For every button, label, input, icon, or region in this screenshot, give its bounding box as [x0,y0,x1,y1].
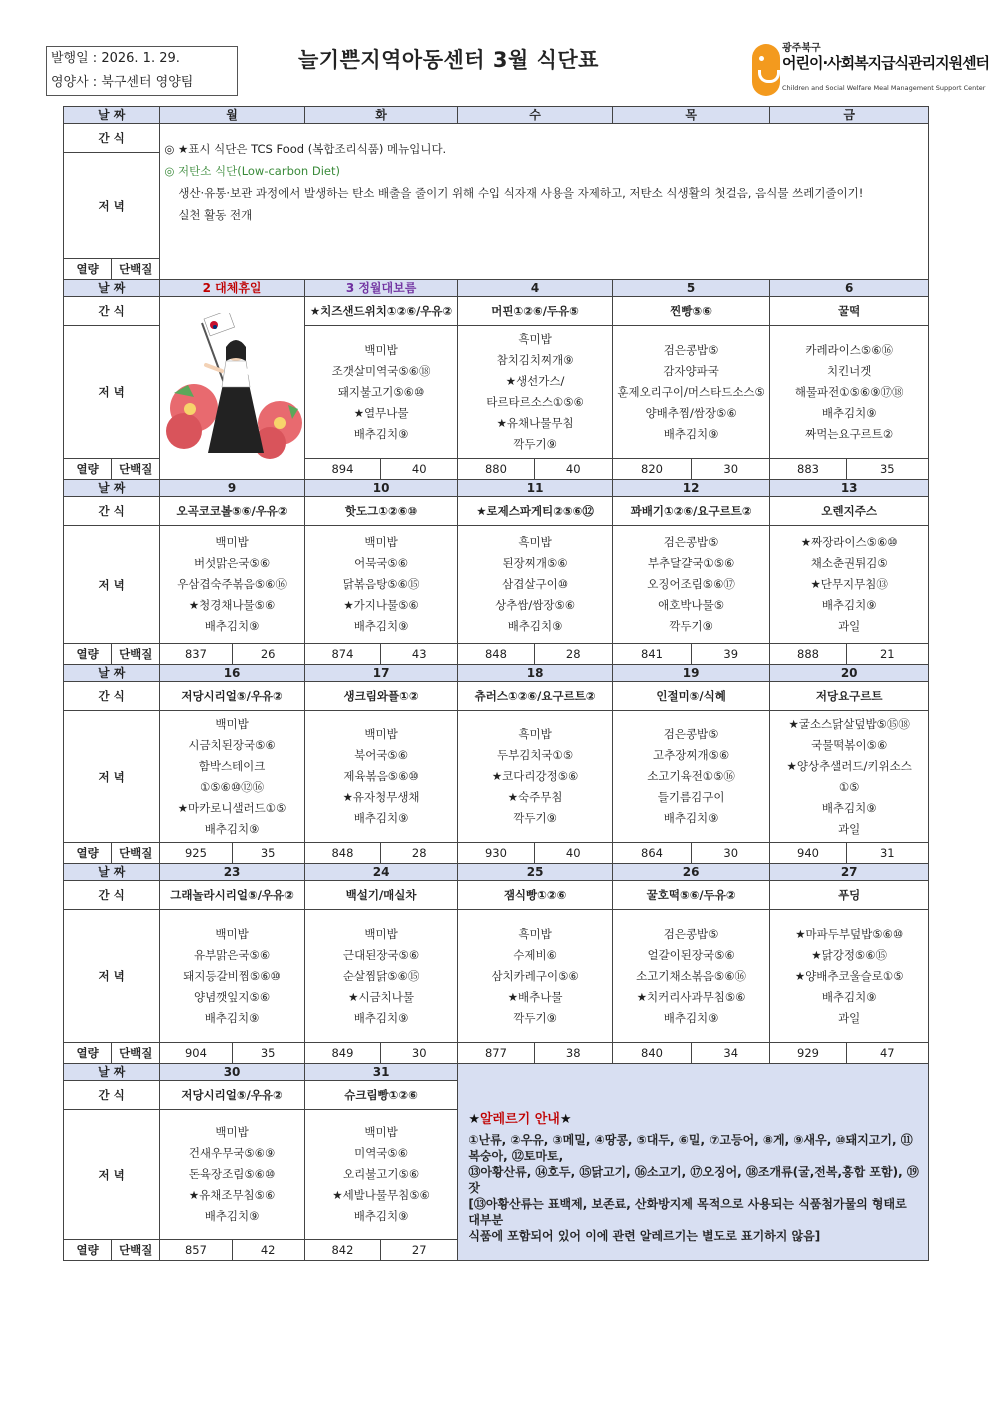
allergy-list-2: ⑬아황산류, ⑭호두, ⑮닭고기, ⑯소고기, ⑰오징어, ⑱조개류(굴,전복,홍합 포함), ⑲잣 [468,1165,919,1195]
date-label: 날 짜 [64,1064,160,1081]
day-protein: 26 [232,644,304,665]
day-dinner [458,910,613,1043]
day-dinner [458,526,613,644]
dinner-item: 양배추찜/쌈장⑤⑥ [645,405,737,420]
dinner-item: 백미밥 [215,535,249,549]
dinner-item: ★단무지무침⑬ [810,577,888,591]
dinner-item: 감자양파국 [663,363,719,378]
dinner-item: 돈육장조림⑤⑥⑩ [188,1167,276,1181]
dinner-item: ★숙주무침 [507,790,563,804]
dinner-item: 오리불고기⑤⑥ [342,1167,420,1181]
dinner-item: 북어국⑤⑥ [354,748,409,762]
dinner-item: ★생선가스/ [505,374,565,388]
day-calories: 877 [458,1043,534,1064]
dinner-item: 조갯살미역국⑤⑥⑱ [331,363,431,378]
dinner-item: 카레라이스⑤⑥⑯ [805,342,894,357]
day-calories: 888 [770,644,846,665]
date-label: 날 짜 [64,107,160,124]
dinner-item: 부추달걀국①⑤⑥ [647,556,735,570]
day-protein: 31 [846,843,928,864]
dinner-item: 돼지불고기⑤⑥⑩ [337,384,425,399]
protein-label: 단백질 [112,1043,160,1064]
dinner-item: 백미밥 [215,716,249,731]
day-protein: 30 [692,459,770,480]
day-calories: 848 [458,644,534,665]
dinner-item: 과일 [838,1010,861,1025]
dinner-item: 백미밥 [215,926,249,941]
center-logo [752,38,990,104]
dinner-item: 치킨너겟 [826,363,872,378]
holiday-cell [160,297,305,480]
day-dinner [458,711,613,843]
dinner-item: 근대된장국⑤⑥ [342,947,420,962]
weekday-wed: 수 [458,107,613,124]
day-calories: 841 [612,644,691,665]
day-date: 25 [458,864,613,881]
day-snack: 츄러스①②⑥/요구르트② [458,682,613,711]
day-calories: 864 [612,843,691,864]
day-dinner [770,711,929,843]
dinner-item: ★유자청무생채 [342,790,420,804]
dinner-item: 타르타르소스①⑤⑥ [486,395,584,409]
day-protein: 42 [232,1240,304,1261]
dinner-item: 해물파전①⑤⑥⑨⑰⑱ [794,384,904,399]
dinner-item: 어묵국⑤⑥ [354,556,409,570]
dinner-item: 깍두기⑨ [513,1010,557,1025]
dinner-item: ★닭강정⑤⑥⑮ [811,947,888,962]
notice-description: 생산·유통·보관 과정에서 발생하는 탄소 배출을 줄이기 위해 수입 식자재 사용을 자제하고, 저탄소 식생활의 첫걸음, 음식물 쓰레기줄이기! [178,186,864,200]
dinner-item: 배추김치⑨ [821,598,877,612]
day-calories: 842 [304,1240,380,1261]
dinner-item: ★세발나물무침⑤⑥ [332,1188,430,1202]
dinner-item: ①⑤⑥⑩⑫⑯ [199,779,265,794]
day-dinner [612,910,770,1043]
day-snack: 찐빵⑤⑥ [612,297,770,326]
dinner-item: 훈제오리구이/머스타드소스⑤ [617,384,765,399]
dinner-item: ①⑤ [838,779,860,794]
notice-tcs: ◎ ★표시 식단은 TCS Food (복합조리식품) 메뉴입니다. [164,142,447,156]
dinner-item: ★유채나물무침 [496,416,574,430]
day-date: 3 정월대보름 [304,280,458,297]
dinner-label: 저 녁 [64,711,160,843]
dinner-item: 국물떡볶이⑤⑥ [811,737,888,752]
day-calories: 848 [304,843,380,864]
dinner-item: 검은콩밥⑤ [663,342,719,357]
meal-table [63,106,929,1261]
notice-low-carbon: ◎ 저탄소 식단(Low-carbon Diet) [164,164,340,178]
day-calories: 929 [770,1043,846,1064]
calories-label: 열량 [64,1043,112,1064]
dinner-item: 배추김치⑨ [204,1010,260,1025]
week-3-date-row [64,665,929,682]
dinner-label: 저 녁 [64,1110,160,1240]
day-snack: 저당시리얼⑤/우유② [160,682,305,711]
dinner-item: 제육볶음⑤⑥⑩ [343,769,419,783]
day-calories: 925 [160,843,232,864]
day-snack: 꿀떡 [770,297,929,326]
snack-label: 간 식 [64,881,160,910]
day-date: 30 [160,1064,305,1081]
dinner-item: ★양배추코울슬로①⑤ [794,968,904,983]
protein-label: 단백질 [112,644,160,665]
dinner-item: ★치커리사과무침⑤⑥ [636,989,746,1004]
dinner-item: 백미밥 [364,535,398,549]
day-date: 16 [160,665,305,682]
day-snack: 저당시리얼⑤/우유② [160,1081,305,1110]
day-date: 13 [770,480,929,497]
dinner-item: 애호박나물⑤ [658,598,725,612]
dinner-label: 저 녁 [64,326,160,459]
dinner-item: 배추김치⑨ [507,619,563,633]
dinner-item: 배추김치⑨ [353,426,409,441]
protein-label: 단백질 [112,843,160,864]
day-protein: 35 [232,843,304,864]
day-snack: 오렌지주스 [770,497,929,526]
dinner-item: 얼갈이된장국⑤⑥ [647,947,735,962]
day-calories: 874 [304,644,380,665]
day-snack: 머핀①②⑥/두유⑤ [458,297,613,326]
dinner-item: 검은콩밥⑤ [663,926,719,941]
weekday-thu: 목 [612,107,770,124]
day-dinner [304,910,458,1043]
dinner-item: 배추김치⑨ [353,619,409,633]
dinner-item: 검은콩밥⑤ [663,727,719,741]
snack-label: 간 식 [64,682,160,711]
day-date: 2 대체휴일 [160,280,305,297]
dinner-item: 백미밥 [364,342,398,357]
day-snack: 잼식빵①②⑥ [458,881,613,910]
day-snack: 꿀호떡⑤⑥/두유② [612,881,770,910]
dinner-item: ★굴소스닭살덮밥⑤⑮⑱ [788,716,910,731]
day-date: 18 [458,665,613,682]
dinner-item: 건새우무국⑤⑥⑨ [188,1146,276,1160]
dinner-item: 검은콩밥⑤ [663,535,719,549]
dinner-item: 배추김치⑨ [353,811,409,825]
dinner-item: 버섯맑은국⑤⑥ [193,556,271,570]
logo-subtitle: 광주북구 [782,43,821,54]
notice-action: 실천 활동 전개 [178,208,253,222]
dinner-item: ★유채조무침⑤⑥ [188,1188,276,1202]
snack-label: 간 식 [64,1081,160,1110]
day-date: 17 [304,665,458,682]
day-calories: 857 [160,1240,232,1261]
dinner-item: 배추김치⑨ [353,1209,409,1223]
dinner-item: 배추김치⑨ [663,811,719,825]
dinner-label: 저 녁 [64,526,160,644]
dinner-item: 닭볶음탕⑤⑥⑮ [342,577,420,591]
calories-label: 열량 [64,644,112,665]
dinner-item: 짜먹는요구르트② [805,426,894,441]
day-protein: 35 [846,459,928,480]
dinner-item: 상추쌈/쌈장⑤⑥ [495,598,576,612]
dinner-item: 배추김치⑨ [204,821,260,836]
dinner-item: 소고기육전①⑤⑯ [647,769,735,783]
day-protein: 39 [692,644,770,665]
date-label: 날 짜 [64,480,160,497]
dinner-item: 삼겹살구이⑩ [502,577,569,591]
protein-label: 단백질 [112,1240,160,1261]
day-date: 23 [160,864,305,881]
day-dinner [304,526,458,644]
day-protein: 30 [381,1043,458,1064]
snack-label: 간 식 [64,124,160,153]
allergy-note-2: 식품에 포함되어 있어 이에 관련 알레르기는 별도로 표기하지 않음] [468,1229,821,1243]
dinner-label: 저 녁 [64,910,160,1043]
protein-label: 단백질 [112,459,160,480]
day-protein: 28 [534,644,612,665]
dinner-item: 고추장찌개⑤⑥ [653,748,730,762]
dinner-item: 백미밥 [364,1125,398,1139]
weekday-header-row [64,107,929,124]
day-dinner [612,711,770,843]
dinner-item: ★배추나물 [507,989,563,1004]
dinner-item: ★코다리강정⑤⑥ [491,769,579,783]
dinner-item: 배추김치⑨ [821,800,877,815]
dietitian-name: 영양사 : 북구센터 영양팀 [51,75,194,90]
dinner-item: ★시금치나물 [348,989,414,1004]
day-dinner [770,526,929,644]
day-calories: 820 [612,459,691,480]
allergy-notice [458,1064,929,1261]
dinner-item: 배추김치⑨ [663,426,719,441]
issue-date: 발행일 : 2026. 1. 29. [51,51,180,66]
dinner-item: 흑미밥 [518,727,552,741]
dinner-item: 배추김치⑨ [821,405,877,420]
dinner-item: 소고기채소볶음⑤⑥⑯ [636,968,747,983]
day-date: 10 [304,480,458,497]
dinner-item: 백미밥 [215,1125,249,1139]
day-calories: 840 [612,1043,691,1064]
dinner-item: 들기름김구이 [657,790,725,804]
day-date: 26 [612,864,770,881]
day-snack: 오곡코코볼⑤⑥/우유② [160,497,305,526]
dinner-item: 과일 [838,619,861,633]
day-dinner [770,910,929,1043]
page-title: 늘기쁜지역아동센터 3월 식단표 [298,48,599,72]
day-calories: 849 [304,1043,380,1064]
day-date: 19 [612,665,770,682]
dinner-item: 참치김치찌개⑨ [496,353,574,367]
allergy-note-1: [⑬아황산류는 표백제, 보존료, 산화방지제 목적으로 사용되는 식품첨가물의 형태로 대부분 [468,1197,907,1227]
dinner-item: 돼지등갈비찜⑤⑥⑩ [183,968,281,983]
dinner-item: 양념깻잎지⑤⑥ [193,989,271,1004]
dinner-item: 미역국⑤⑥ [354,1146,409,1160]
allergy-title-row: ★알레르기 안내★ [468,1112,572,1127]
date-label: 날 짜 [64,864,160,881]
dinner-item: 두부김치국①⑤ [497,748,574,762]
dinner-item: 배추김치⑨ [663,1010,719,1025]
day-date: 27 [770,864,929,881]
dinner-item: 배추김치⑨ [204,1209,260,1223]
calories-label: 열량 [64,459,112,480]
dinner-item: ★마파두부덮밥⑤⑥⑩ [795,926,904,941]
weekday-fri: 금 [770,107,929,124]
dinner-item: 수제비⑥ [513,947,557,962]
day-calories: 904 [160,1043,232,1064]
week-1-date-row [64,280,929,297]
day-dinner [458,326,613,459]
day-calories: 940 [770,843,846,864]
notice-box [160,124,929,280]
day-date: 31 [304,1064,458,1081]
day-date: 5 [612,280,770,297]
dinner-item: 배추김치⑨ [353,1010,409,1025]
dinner-label: 저 녁 [64,153,160,259]
holiday-illustration [162,313,302,463]
day-snack: 저당요구르트 [770,682,929,711]
week-4-date-row [64,864,929,881]
dinner-item: ★양상추샐러드/키위소스 [786,758,912,773]
day-protein: 34 [692,1043,770,1064]
dinner-item: 백미밥 [364,926,398,941]
dinner-item: 함박스테이크 [198,758,266,773]
day-snack: 푸딩 [770,881,929,910]
dinner-item: 시금치된장국⑤⑥ [188,737,276,752]
week-5-date-row [64,1064,929,1081]
day-protein: 28 [381,843,458,864]
day-dinner [304,1110,458,1240]
dinner-item: 배추김치⑨ [821,989,877,1004]
dinner-item: 우삼겹숙주볶음⑤⑥⑯ [177,577,287,591]
snack-label: 간 식 [64,497,160,526]
day-protein: 38 [534,1043,612,1064]
calories-label: 열량 [64,843,112,864]
weekday-tue: 화 [304,107,458,124]
day-dinner [304,711,458,843]
dinner-item: 배추김치⑨ [204,619,260,633]
day-protein: 21 [846,644,928,665]
dinner-item: 흑미밥 [518,535,552,549]
day-snack: 슈크림빵①②⑥ [304,1081,458,1110]
girl-with-flag-illustration [162,313,302,463]
day-snack: 그래놀라시리얼⑤/우유② [160,881,305,910]
day-calories: 837 [160,644,232,665]
dinner-item: 과일 [838,821,861,836]
day-date: 9 [160,480,305,497]
dinner-item: ★짜장라이스⑤⑥⑩ [800,535,898,549]
day-date: 4 [458,280,613,297]
smile-logo-icon [752,44,780,96]
day-snack: 생크림와플①② [304,682,458,711]
dinner-item: 유부맑은국⑤⑥ [193,947,271,962]
day-protein: 43 [381,644,458,665]
dinner-item: 흑미밥 [518,332,552,346]
date-label: 날 짜 [64,665,160,682]
day-dinner [770,326,929,459]
dinner-item: 깍두기⑨ [513,811,557,825]
day-dinner [612,326,770,459]
day-snack: 백설기/매실차 [304,881,458,910]
weekday-mon: 월 [160,107,305,124]
dinner-item: ★열무나물 [353,405,409,420]
day-dinner [304,326,458,459]
dinner-item: 백미밥 [364,727,398,741]
protein-label: 단백질 [112,259,160,280]
day-dinner [160,1110,305,1240]
dinner-item: ★가지나물⑤⑥ [343,598,419,612]
day-dinner [160,910,305,1043]
dinner-item: 순살찜닭⑤⑥⑮ [342,968,420,983]
allergy-list-1: ①난류, ②우유, ③메밀, ④땅콩, ⑤대두, ⑥밀, ⑦고등어, ⑧게, ⑨새우, ⑩돼지고기, ⑪복숭아, ⑫토마토, [468,1133,913,1163]
dinner-item: ★마카로니샐러드①⑤ [177,800,287,815]
day-snack: ★로제스파게티②⑤⑥⑫ [458,497,613,526]
day-calories: 930 [458,843,534,864]
day-protein: 40 [534,459,612,480]
day-protein: 30 [692,843,770,864]
day-calories: 883 [770,459,846,480]
day-dinner [160,526,305,644]
day-calories: 894 [304,459,380,480]
week-2-date-row [64,480,929,497]
dinner-item: 된장찌개⑤⑥ [502,556,568,570]
day-date: 24 [304,864,458,881]
dinner-item: 오징어조림⑤⑥⑰ [647,577,735,591]
dinner-item: 흑미밥 [518,926,552,941]
day-protein: 40 [534,843,612,864]
dinner-item: ★청경채나물⑤⑥ [188,598,276,612]
allergy-title: 알레르기 안내 [479,1112,560,1127]
day-protein: 47 [846,1043,928,1064]
day-dinner [612,526,770,644]
logo-title: 어린이·사회복지급식관리지원센터 [782,54,990,72]
day-dinner [160,711,305,843]
day-protein: 35 [232,1043,304,1064]
day-calories: 880 [458,459,534,480]
day-snack: ★치즈샌드위치①②⑥/우유② [304,297,458,326]
day-protein: 40 [381,459,458,480]
day-protein: 27 [381,1240,458,1261]
dinner-item: 깍두기⑨ [513,437,557,451]
day-snack: 핫도그①②⑥⑩ [304,497,458,526]
day-snack: 꽈배기①②⑥/요구르트② [612,497,770,526]
calories-label: 열량 [64,259,112,280]
day-date: 12 [612,480,770,497]
day-date: 20 [770,665,929,682]
dinner-item: 삼치카레구이⑤⑥ [491,968,579,983]
issue-info-box [46,46,238,96]
dinner-item: 채소춘권튀김⑤ [810,556,888,570]
logo-english: Children and Social Welfare Meal Management Support Center [782,84,986,92]
date-label: 날 짜 [64,280,160,297]
day-snack: 인절미⑤/식혜 [612,682,770,711]
snack-label: 간 식 [64,297,160,326]
day-date: 6 [770,280,929,297]
day-date: 11 [458,480,613,497]
calories-label: 열량 [64,1240,112,1261]
dinner-item: 깍두기⑨ [669,619,713,633]
